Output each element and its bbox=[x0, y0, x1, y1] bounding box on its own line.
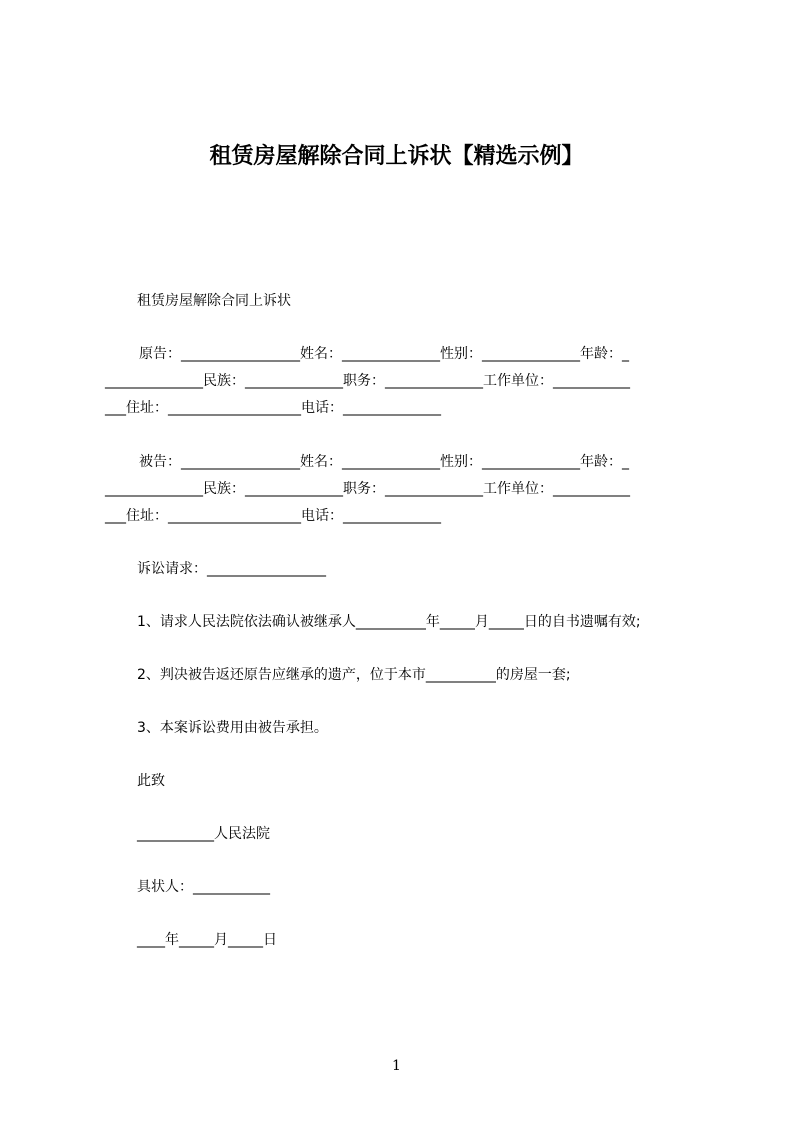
page-number: 1 bbox=[392, 1058, 401, 1074]
claim-item: 3、本案诉讼费用由被告承担。 bbox=[137, 720, 328, 736]
plaintiff-line-2: ______________民族：______________职务：______________工作单位：___________ bbox=[105, 373, 630, 389]
date-line: ____年_____月_____日 bbox=[137, 932, 277, 948]
document-title: 租赁房屋解除合同上诉状【精选示例】 bbox=[209, 144, 584, 169]
signer-line: 具状人：___________ bbox=[137, 879, 270, 895]
document-subtitle: 租赁房屋解除合同上诉状 bbox=[137, 293, 291, 309]
court-line: ___________人民法院 bbox=[137, 826, 270, 842]
salutation: 此致 bbox=[137, 773, 165, 789]
defendant-line-1: 被告：_________________姓名：______________性别：______________年龄：_ bbox=[139, 454, 629, 470]
claim-item: 2、判决被告返还原告应继承的遗产，位于本市__________的房屋一套; bbox=[137, 667, 571, 683]
claims-heading: 诉讼请求：_________________ bbox=[137, 561, 326, 577]
plaintiff-line-3: ___住址：___________________电话：______________ bbox=[105, 400, 441, 416]
defendant-line-2: ______________民族：______________职务：______________工作单位：___________ bbox=[105, 481, 630, 497]
plaintiff-line-1: 原告：_________________姓名：______________性别：______________年龄：_ bbox=[139, 346, 629, 362]
claim-item: 1、请求人民法院依法确认被继承人__________年_____月_____日的自书遗嘱有效; bbox=[137, 614, 641, 630]
defendant-line-3: ___住址：___________________电话：______________ bbox=[105, 508, 441, 524]
